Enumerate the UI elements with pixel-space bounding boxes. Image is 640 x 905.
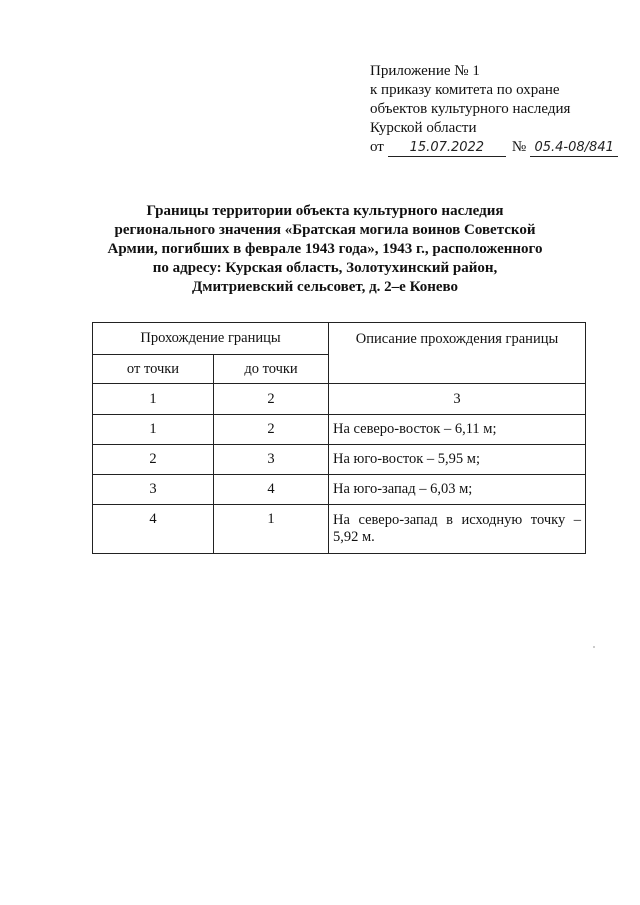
- table-row: [93, 475, 586, 505]
- header-boundary-passage: Прохождение границы: [93, 323, 329, 355]
- column-number: 3: [329, 384, 586, 415]
- appendix-committee-line: объектов культурного наследия: [370, 101, 571, 117]
- cell-to: 1: [214, 505, 329, 554]
- column-number: 1: [93, 384, 214, 415]
- table-row: [93, 415, 586, 445]
- cell-to: 4: [214, 475, 329, 505]
- appendix-date-number-line: [370, 138, 620, 157]
- boundary-table: [92, 322, 586, 554]
- title-line-4: по адресу: Курская область, Золотухинский район,: [152, 260, 498, 276]
- title-line-1: Границы территории объекта культурного наследия: [146, 203, 504, 219]
- header-to-point: до точки: [214, 355, 329, 384]
- scan-speck: [593, 646, 595, 648]
- column-number-row: [93, 384, 586, 415]
- column-number: 2: [214, 384, 329, 415]
- header-from-point: от точки: [93, 355, 214, 384]
- document-title: [80, 202, 570, 297]
- header-row-1: [93, 323, 586, 355]
- title-line-2: регионального значения «Братская могила воинов Советской: [114, 222, 536, 238]
- appendix-block: [370, 62, 620, 157]
- appendix-order-line: к приказу комитета по охране: [370, 82, 560, 98]
- title-line-3: Армии, погибших в феврале 1943 года», 1943 г., расположенного: [107, 241, 543, 257]
- table-row: [93, 505, 586, 554]
- cell-from: 2: [93, 445, 214, 475]
- cell-description: На юго-запад – 6,03 м;: [329, 475, 586, 505]
- cell-from: 3: [93, 475, 214, 505]
- appendix-region-line: Курской области: [370, 120, 477, 136]
- cell-to: 2: [214, 415, 329, 445]
- cell-description: На северо-восток – 6,11 м;: [329, 415, 586, 445]
- handwritten-number: 05.4-08/841: [530, 140, 618, 157]
- title-line-5: Дмитриевский сельсовет, д. 2–е Конево: [191, 279, 459, 295]
- number-label: №: [511, 139, 527, 155]
- cell-to: 3: [214, 445, 329, 475]
- cell-from: 1: [93, 415, 214, 445]
- cell-description: На северо-запад в исходную точку – 5,92 м.: [329, 505, 586, 554]
- header-description: Описание прохождения границы: [329, 323, 586, 384]
- handwritten-date: 15.07.2022: [388, 140, 506, 157]
- from-label: от: [370, 139, 384, 155]
- cell-from: 4: [93, 505, 214, 554]
- table-row: [93, 445, 586, 475]
- appendix-title: Приложение № 1: [370, 63, 480, 79]
- cell-description: На юго-восток – 5,95 м;: [329, 445, 586, 475]
